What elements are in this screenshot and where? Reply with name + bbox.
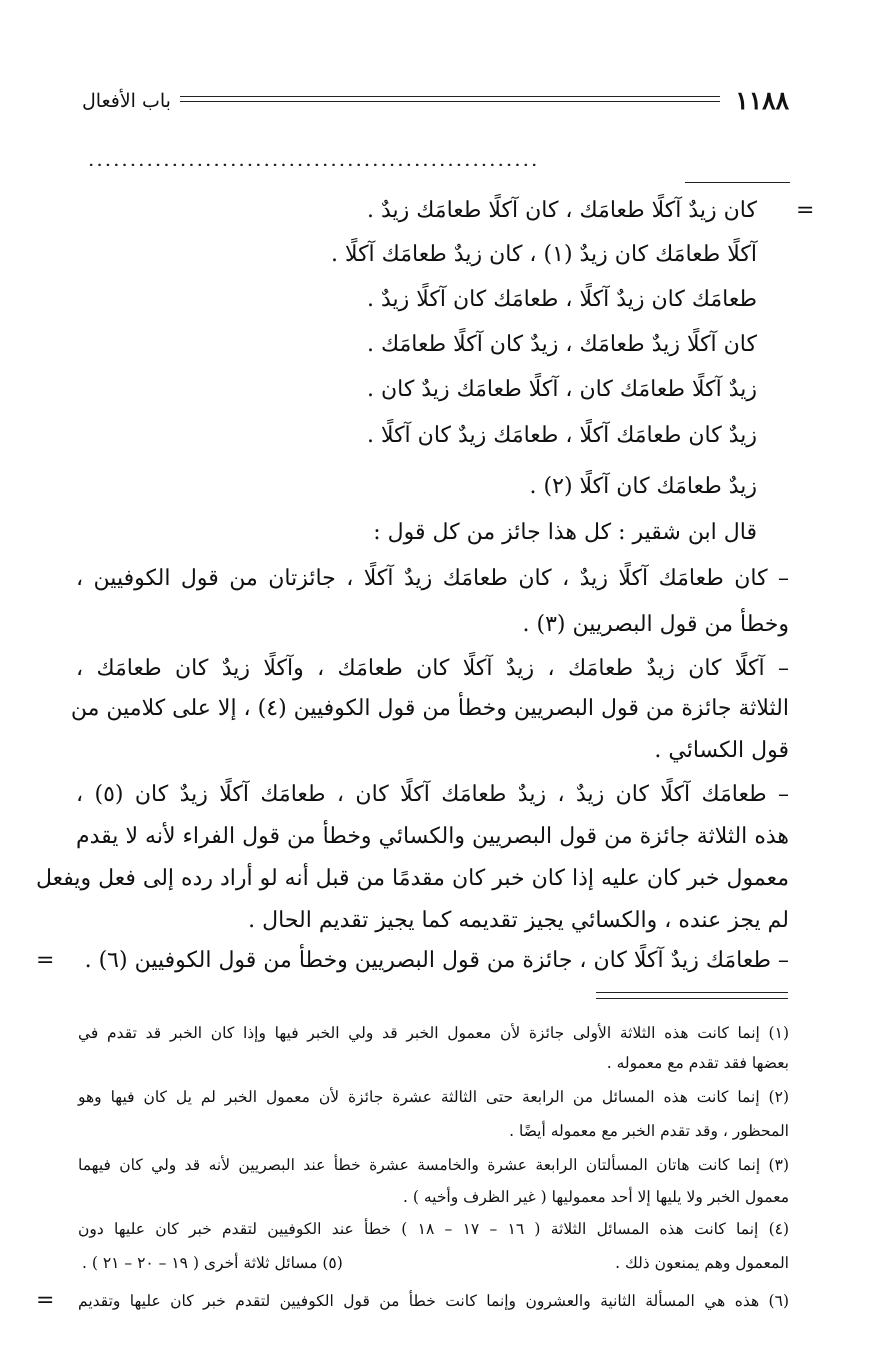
body-line: الثلاثة جائزة من قول البصريين وخطأ من قول الكوفيين (٤) ، إلا على كلامين من bbox=[70, 696, 789, 721]
footnote-rule bbox=[596, 998, 788, 999]
footnote-line: (٤) إنما كانت هذه المسائل الثلاثة ( ١٦ – ١٧ – ١٨ ) خطأ عند الكوفيين لتقدم خبر كان عليها دون bbox=[78, 1220, 790, 1238]
body-line: – طعامَك زيدٌ آكلًا كان ، جائزة من قول البصريين وخطأ من قول الكوفيين (٦) . bbox=[84, 948, 789, 973]
separator-rule bbox=[685, 182, 790, 183]
continuation-mark-footnote: = bbox=[36, 1288, 55, 1313]
footnote-line: معمول الخبر ولا يليها إلا أحد معموليها ( غير الظرف وأخيه ) . bbox=[403, 1188, 789, 1206]
continuation-mark-top: = bbox=[796, 198, 815, 223]
body-line: لم يجز عنده ، والكسائي يجيز تقديمه كما يجيز تقديم الحال . bbox=[248, 908, 789, 933]
example-line: طعامَك كان زيدٌ آكلًا ، طعامَك كان آكلًا زيدٌ . bbox=[366, 287, 757, 312]
footnote-line: بعضها فقد تقدم مع معموله . bbox=[606, 1054, 789, 1072]
body-line: – كان طعامَك آكلًا زيدٌ ، كان طعامَك زيدٌ آكلًا ، جائزتان من قول الكوفيين ، bbox=[76, 566, 789, 591]
body-line: – آكلًا كان زيدٌ طعامَك ، زيدٌ آكلًا كان طعامَك ، وآكلًا زيدٌ كان طعامَك ، bbox=[76, 656, 789, 681]
header-rule bbox=[180, 101, 720, 102]
body-line: معمول خبر كان عليه إذا كان خبر كان مقدمًا من قبل أنه لو أراد رده إلى فعل ويفعل bbox=[35, 866, 789, 891]
body-line: – طعامَك آكلًا كان زيدٌ ، زيدٌ طعامَك آكلًا كان ، طعامَك آكلًا زيدٌ كان (٥) ، bbox=[76, 782, 789, 807]
footnote-line: (١) إنما كانت هذه الثلاثة الأولى جائزة لأن معمول الخبر قد ولي الخبر فيها وإذا كان الخبر قد تقدم في bbox=[78, 1024, 789, 1042]
footnote-line: المعمول وهم يمنعون ذلك . bbox=[615, 1254, 789, 1272]
example-line: زيدٌ طعامَك كان آكلًا (٢) . bbox=[529, 474, 757, 499]
example-line: كان آكلًا زيدٌ طعامَك ، زيدٌ كان آكلًا طعامَك . bbox=[366, 332, 757, 357]
header-rule bbox=[180, 96, 720, 97]
example-line: زيدٌ آكلًا طعامَك كان ، آكلًا طعامَك زيدٌ كان . bbox=[366, 377, 757, 402]
body-line: قول الكسائي . bbox=[654, 738, 789, 763]
footnote-line: (٢) إنما كانت هذه المسائل من الرابعة حتى الثالثة عشرة جائزة لأن معمول الخبر لم يل كان فيها وهو bbox=[78, 1088, 789, 1106]
page-number: ١١٨٨ bbox=[735, 86, 789, 115]
footnote-line: (٦) هذه هي المسألة الثانية والعشرون وإنما كانت خطأ من قول الكوفيين لتقدم خبر كان عليها وتقديم bbox=[78, 1292, 789, 1310]
footnote-line: (٥) مسائل ثلاثة أخرى ( ١٩ – ٢٠ – ٢١ ) . bbox=[82, 1254, 343, 1272]
continuation-mark-body: = bbox=[36, 948, 55, 973]
body-line: قال ابن شقير : كل هذا جائز من كل قول : bbox=[373, 520, 757, 545]
example-line: آكلًا طعامَك كان زيدٌ (١) ، كان زيدٌ طعامَك آكلًا . bbox=[330, 242, 757, 267]
body-line: وخطأ من قول البصريين (٣) . bbox=[522, 612, 789, 637]
footnote-line: المحظور ، وقد تقدم الخبر مع معموله أيضًا . bbox=[509, 1122, 789, 1140]
dotted-separator: ...................................................... bbox=[88, 152, 540, 166]
footnote-rule bbox=[596, 992, 788, 993]
example-line: زيدٌ كان طعامَك آكلًا ، طعامَك زيدٌ كان آكلًا . bbox=[366, 423, 757, 448]
chapter-title: باب الأفعال bbox=[82, 90, 171, 112]
example-line: كان زيدٌ آكلًا طعامَك ، كان آكلًا طعامَك زيدٌ . bbox=[366, 198, 757, 223]
body-line: هذه الثلاثة جائزة من قول البصريين والكسائي وخطأ من قول الفراء لأنه لا يقدم bbox=[76, 824, 789, 849]
footnote-line: (٣) إنما كانت هاتان المسألتان الرابعة عشرة والخامسة عشرة خطأ عند البصريين لأنه قد ولي كان فيهما bbox=[78, 1156, 789, 1174]
